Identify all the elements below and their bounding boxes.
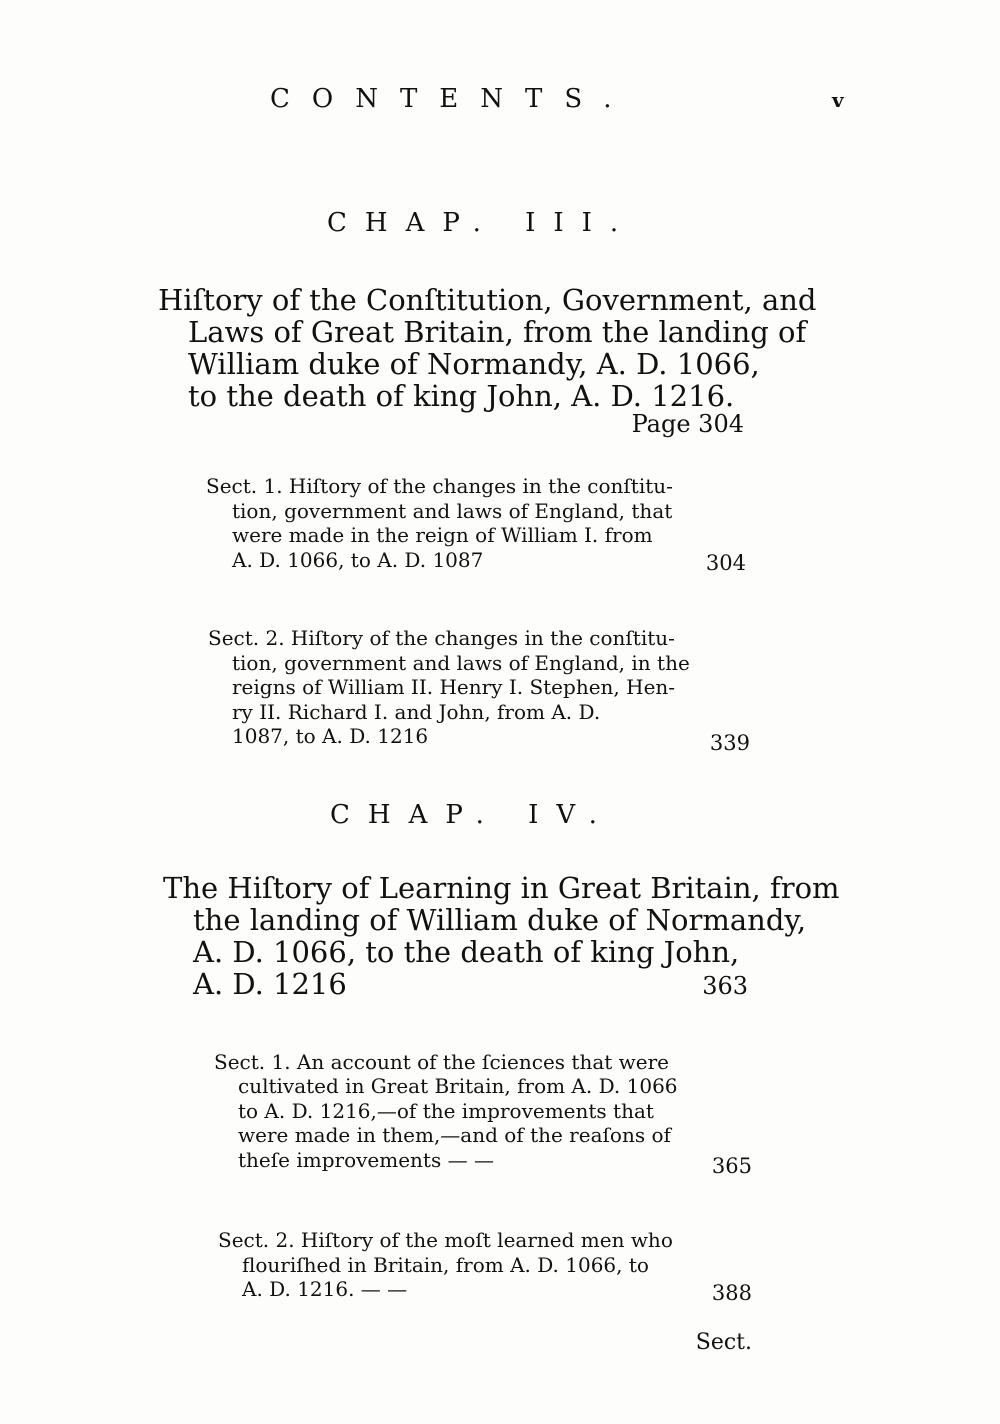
section-page-number: 339	[709, 731, 750, 755]
chapter-page-ref: 363	[702, 972, 748, 1000]
section-line: were made in them,—and of the reaſons of	[238, 1123, 671, 1147]
section-line: theſe improvements — —	[238, 1148, 494, 1172]
page-number: v	[832, 88, 844, 112]
section-line: ry II. Richard I. and John, from A. D.	[232, 700, 601, 724]
section-line: flouriſhed in Britain, from A. D. 1066, to	[242, 1253, 649, 1277]
chapter-title-line: The Hiſtory of Learning in Great Britain, from	[163, 871, 840, 905]
catchword: Sect.	[695, 1330, 752, 1355]
chapter-title-line: A. D. 1216	[193, 967, 347, 1001]
chapter-heading-4: CHAP. IV.	[330, 800, 615, 830]
section-line: 1087, to A. D. 1216	[232, 724, 429, 748]
section-line: were made in the reign of William I. from	[232, 523, 653, 547]
chapter-title-line: to the death of king John, A. D. 1216.	[188, 379, 735, 413]
section-line: tion, government and laws of England, that	[232, 499, 673, 523]
section-line: Sect. 1. Hiſtory of the changes in the conſtitu-	[206, 474, 673, 498]
section-line: to A. D. 1216,—of the improvements that	[238, 1099, 654, 1123]
section-line: reigns of William II. Henry I. Stephen, Hen-	[232, 675, 676, 699]
section-line: Sect. 1. An account of the ſciences that were	[214, 1050, 670, 1074]
section-line: tion, government and laws of England, in the	[232, 651, 690, 675]
section-page-number: 304	[705, 551, 746, 575]
chapter-page-ref: Page 304	[631, 410, 744, 438]
section-page-number: 388	[711, 1281, 752, 1305]
chapter-heading-3: CHAP. III.	[327, 208, 637, 238]
chapter-title-line: A. D. 1066, to the death of king John,	[193, 935, 740, 969]
chapter-title-line: Hiſtory of the Conſtitution, Government, and	[158, 283, 817, 317]
chapter-title-line: William duke of Normandy, A. D. 1066,	[188, 347, 760, 381]
section-line: Sect. 2. Hiſtory of the changes in the conſtitu-	[208, 626, 675, 650]
section-page-number: 365	[711, 1154, 752, 1178]
section-line: cultivated in Great Britain, from A. D. 1066	[238, 1074, 678, 1098]
chapter-title-line: Laws of Great Britain, from the landing of	[188, 315, 807, 349]
running-title: CONTENTS.	[270, 84, 634, 114]
section-line: A. D. 1066, to A. D. 1087	[232, 548, 484, 572]
section-line: Sect. 2. Hiſtory of the moſt learned men who	[218, 1228, 673, 1252]
chapter-title-line: the landing of William duke of Normandy,	[193, 903, 807, 937]
section-line: A. D. 1216. — —	[242, 1277, 408, 1301]
